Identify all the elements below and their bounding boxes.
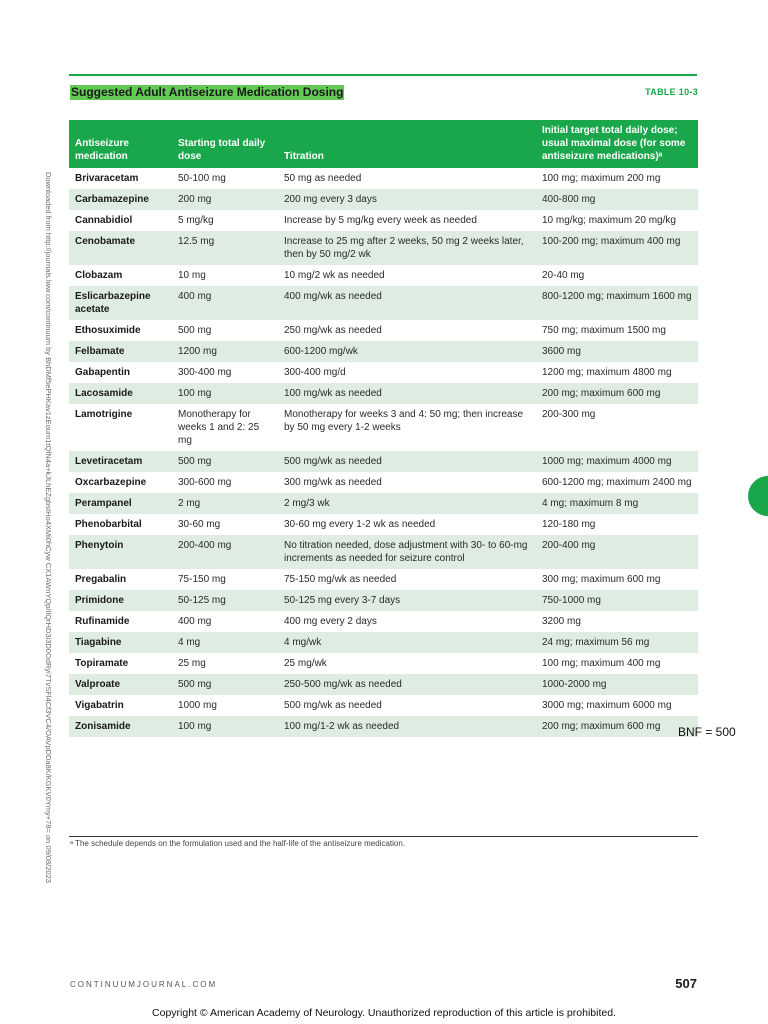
starting-dose-cell: 400 mg — [178, 616, 212, 627]
table-row — [69, 210, 698, 231]
drug-name-cell: Lacosamide — [69, 383, 172, 404]
titration-cell: 10 mg/2 wk as needed — [284, 270, 385, 281]
drug-name-cell: Topiramate — [75, 658, 129, 669]
drug-name-cell: Brivaracetam — [75, 173, 139, 184]
drug-name-cell: Felbamate — [69, 341, 172, 362]
drug-name-cell: Carbamazepine — [69, 189, 172, 210]
table-header-row — [69, 120, 698, 168]
table-body — [69, 168, 698, 737]
table-row — [69, 674, 698, 695]
table-title: Suggested Adult Antiseizure Medication Dosing — [71, 85, 344, 99]
target-dose-cell: 750-1000 mg — [536, 590, 698, 611]
target-dose-cell: 1200 mg; maximum 4800 mg — [542, 367, 672, 378]
top-rule — [69, 74, 697, 76]
table-bottom-rule — [69, 836, 698, 837]
starting-dose-cell: 2 mg — [172, 493, 278, 514]
titration-cell: 200 mg every 3 days — [278, 189, 536, 210]
titration-cell: 500 mg/wk as needed — [284, 700, 382, 711]
header-starting-dose: Starting total daily dose — [172, 120, 278, 168]
download-watermark-text: Downloaded from http://journals.lww.com/continuum by BhDMf5ePHKav1zEoum1tQfN4a+kJLhEZgbsIHo4XMi0hCyw CX1AWnYQp/IlQrHD3i3D0OdRyi7TvSFl4Cf3VC4/OAVpDDa8K/KGKV0Ymy+78= on 09/08/2023 — [44, 172, 53, 883]
table-row — [69, 535, 698, 569]
starting-dose-cell: 50-125 mg — [172, 590, 278, 611]
starting-dose-cell: 400 mg — [172, 286, 278, 320]
header-target-dose: Initial target total daily dose; usual maximal dose (for some antiseizure medications)ᵃ — [536, 120, 698, 168]
target-dose-cell: 300 mg; maximum 600 mg — [542, 574, 661, 585]
drug-name-cell: Valproate — [69, 674, 172, 695]
table-row — [69, 451, 698, 472]
dosing-table — [69, 120, 698, 737]
target-dose-cell: 3600 mg — [536, 341, 698, 362]
titration-cell: Monotherapy for weeks 3 and 4: 50 mg; then increase by 50 mg every 1-2 weeks — [284, 409, 524, 433]
target-dose-cell: 800-1200 mg; maximum 1600 mg — [536, 286, 698, 320]
target-dose-cell: 1000-2000 mg — [536, 674, 698, 695]
drug-name-cell: Vigabatrin — [75, 700, 124, 711]
copyright-notice: Copyright © American Academy of Neurology. Unauthorized reproduction of this article is prohibited. — [152, 1007, 616, 1019]
starting-dose-cell: 500 mg — [172, 674, 278, 695]
journal-url[interactable]: CONTINUUMJOURNAL.COM — [70, 980, 218, 989]
drug-name-cell: Perampanel — [69, 493, 172, 514]
starting-dose-cell: 1000 mg — [178, 700, 217, 711]
target-dose-cell: 10 mg/kg; maximum 20 mg/kg — [542, 215, 676, 226]
table-row — [69, 590, 698, 611]
drug-name-cell: Phenytoin — [69, 535, 172, 569]
titration-cell: Increase to 25 mg after 2 weeks, 50 mg 2 weeks later, then by 50 mg/2 wk — [278, 231, 536, 265]
starting-dose-cell: 12.5 mg — [172, 231, 278, 265]
starting-dose-cell: 30-60 mg — [178, 519, 221, 530]
drug-name-cell: Phenobarbital — [75, 519, 142, 530]
drug-name-cell: Eslicarbazepine acetate — [69, 286, 172, 320]
target-dose-cell: 100-200 mg; maximum 400 mg — [536, 231, 698, 265]
table-row — [69, 695, 698, 716]
drug-name-cell: Primidone — [69, 590, 172, 611]
starting-dose-cell: 5 mg/kg — [178, 215, 214, 226]
table-row — [69, 472, 698, 493]
table-number-label: TABLE 10-3 — [645, 87, 698, 97]
titration-cell: 100 mg/1-2 wk as needed — [278, 716, 536, 737]
titration-cell: 600-1200 mg/wk — [278, 341, 536, 362]
handwritten-annotation: BNF = 500 — [678, 725, 736, 739]
titration-cell: 400 mg every 2 days — [284, 616, 377, 627]
titration-cell: 50-125 mg every 3-7 days — [278, 590, 536, 611]
starting-dose-cell: 50-100 mg — [178, 173, 226, 184]
download-watermark — [26, 172, 54, 883]
starting-dose-cell: 10 mg — [178, 270, 206, 281]
page-number: 507 — [675, 976, 697, 991]
target-dose-cell: 200 mg; maximum 600 mg — [536, 716, 698, 737]
table-row — [69, 493, 698, 514]
titration-cell: 500 mg/wk as needed — [278, 451, 536, 472]
starting-dose-cell: 75-150 mg — [178, 574, 226, 585]
drug-name-cell: Cannabidiol — [75, 215, 133, 226]
table-row — [69, 569, 698, 590]
titration-cell: 50 mg as needed — [284, 173, 362, 184]
table-row — [69, 168, 698, 189]
titration-cell: 2 mg/3 wk — [278, 493, 536, 514]
target-dose-cell: 200-300 mg — [542, 409, 596, 420]
drug-name-cell: Rufinamide — [75, 616, 130, 627]
target-dose-cell: 4 mg; maximum 8 mg — [536, 493, 698, 514]
titration-cell: 300 mg/wk as needed — [284, 477, 382, 488]
titration-cell: 4 mg/wk — [278, 632, 536, 653]
table-row — [69, 341, 698, 362]
table-row — [69, 404, 698, 451]
drug-name-cell: Levetiracetam — [69, 451, 172, 472]
target-dose-cell: 20-40 mg — [542, 270, 585, 281]
table-row — [69, 383, 698, 404]
starting-dose-cell: 4 mg — [172, 632, 278, 653]
titration-cell: No titration needed, dose adjustment with 30- to 60-mg increments as needed for seizure control — [278, 535, 536, 569]
table-row — [69, 320, 698, 341]
starting-dose-cell: 100 mg — [172, 716, 278, 737]
starting-dose-cell: 500 mg — [178, 325, 212, 336]
titration-cell: 100 mg/wk as needed — [278, 383, 536, 404]
target-dose-cell: 200-400 mg — [536, 535, 698, 569]
target-dose-cell: 100 mg; maximum 400 mg — [542, 658, 661, 669]
titration-cell: 75-150 mg/wk as needed — [284, 574, 397, 585]
titration-cell: 300-400 mg/d — [284, 367, 346, 378]
target-dose-cell: 750 mg; maximum 1500 mg — [542, 325, 666, 336]
table-row — [69, 265, 698, 286]
table-row — [69, 611, 698, 632]
target-dose-cell: 24 mg; maximum 56 mg — [536, 632, 698, 653]
target-dose-cell: 120-180 mg — [542, 519, 596, 530]
table-row — [69, 189, 698, 210]
target-dose-cell: 600-1200 mg; maximum 2400 mg — [542, 477, 692, 488]
table-row — [69, 514, 698, 535]
target-dose-cell: 3000 mg; maximum 6000 mg — [542, 700, 672, 711]
target-dose-cell: 400-800 mg — [536, 189, 698, 210]
target-dose-cell: 1000 mg; maximum 4000 mg — [536, 451, 698, 472]
drug-name-cell: Ethosuximide — [75, 325, 141, 336]
titration-cell: Increase by 5 mg/kg every week as needed — [284, 215, 477, 226]
drug-name-cell: Tiagabine — [69, 632, 172, 653]
drug-name-cell: Zonisamide — [69, 716, 172, 737]
starting-dose-cell: 500 mg — [172, 451, 278, 472]
table-row — [69, 231, 698, 265]
drug-name-cell: Cenobamate — [69, 231, 172, 265]
target-dose-cell: 3200 mg — [542, 616, 581, 627]
table-row — [69, 286, 698, 320]
drug-name-cell: Oxcarbazepine — [75, 477, 147, 488]
starting-dose-cell: 1200 mg — [172, 341, 278, 362]
header-medication: Antiseizure medication — [69, 120, 172, 168]
titration-cell: 250 mg/wk as needed — [284, 325, 382, 336]
starting-dose-cell: 200-400 mg — [172, 535, 278, 569]
titration-cell: 25 mg/wk — [284, 658, 327, 669]
titration-cell: 250-500 mg/wk as needed — [278, 674, 536, 695]
table-row — [69, 362, 698, 383]
target-dose-cell: 100 mg; maximum 200 mg — [542, 173, 661, 184]
starting-dose-cell: Monotherapy for weeks 1 and 2: 25 mg — [178, 409, 260, 446]
chapter-tab-marker — [748, 476, 768, 516]
table-row — [69, 716, 698, 737]
table-row — [69, 632, 698, 653]
drug-name-cell: Lamotrigine — [75, 409, 133, 420]
drug-name-cell: Clobazam — [75, 270, 123, 281]
drug-name-cell: Gabapentin — [75, 367, 131, 378]
starting-dose-cell: 100 mg — [172, 383, 278, 404]
titration-cell: 400 mg/wk as needed — [278, 286, 536, 320]
titration-cell: 30-60 mg every 1-2 wk as needed — [284, 519, 436, 530]
drug-name-cell: Pregabalin — [75, 574, 127, 585]
starting-dose-cell: 200 mg — [172, 189, 278, 210]
starting-dose-cell: 300-600 mg — [178, 477, 232, 488]
target-dose-cell: 200 mg; maximum 600 mg — [536, 383, 698, 404]
starting-dose-cell: 25 mg — [178, 658, 206, 669]
table-footnote: ᵃ The schedule depends on the formulation used and the half-life of the antiseizure medication. — [70, 839, 406, 848]
starting-dose-cell: 300-400 mg — [178, 367, 232, 378]
table-row — [69, 653, 698, 674]
header-titration: Titration — [278, 120, 536, 168]
